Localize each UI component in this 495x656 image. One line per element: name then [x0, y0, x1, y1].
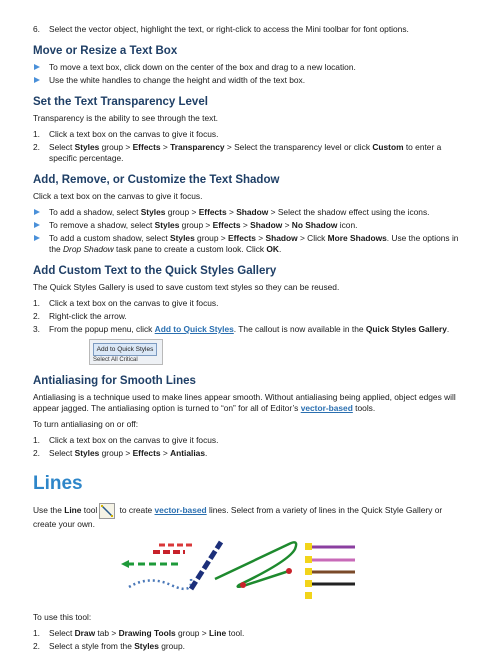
move-bullets [33, 62, 465, 86]
paragraph: The Quick Styles Gallery is used to save custom text styles so they can be reused. [33, 282, 340, 292]
bold-term: Styles [140, 207, 166, 217]
list-item [33, 435, 465, 446]
antialias-steps [33, 435, 465, 459]
bold-term: Styles [154, 220, 180, 230]
bold-term: Styles [170, 233, 195, 243]
paragraph-text: Use the [33, 505, 65, 516]
step-text: Select the vector object, highlight the text, or right-click to access the Mini toolbar for font options. [49, 24, 409, 34]
bold-term: Styles [74, 448, 100, 458]
step-text: Click a text box on the canvas to give it focus. [49, 298, 219, 308]
paragraph: To use this tool: [33, 612, 92, 622]
list-item [33, 641, 465, 652]
list-item [33, 233, 465, 255]
step-text: group > [175, 628, 209, 638]
list-item [33, 628, 465, 639]
paragraph-text: Antialiasing is a technique used to make lines appear smooth. Without antialiasing being applied, object edges will appear jagged. The antialiasing option is turned to “on” for all of Editor’s [33, 392, 456, 413]
step-text: From the popup menu, click [49, 324, 155, 334]
paragraph [33, 392, 465, 414]
step-number: 2. [33, 311, 40, 321]
shadow-bullets [33, 207, 465, 255]
arrow-bullet-icon [34, 235, 40, 241]
arrow-bullet-icon [34, 222, 40, 228]
section-heading-transparency: Set the Text Transparency Level [33, 96, 208, 108]
step-text: . [205, 448, 208, 458]
add-to-quick-styles-menu-item: Add to Quick Styles [93, 343, 157, 356]
arrow-bullet-icon [34, 64, 40, 70]
list-item [33, 75, 465, 86]
paragraph: To turn antialiasing on or off: [33, 419, 139, 429]
step-text: Right-click the arrow. [49, 311, 127, 321]
bullet-text: > Click [297, 233, 328, 243]
yellow-handle [305, 556, 312, 563]
line-styles-illustration [119, 539, 369, 601]
bold-term: Antialias [170, 448, 205, 458]
bullet-text: Use the white handles to change the height and width of the text box. [49, 75, 306, 85]
bullet-text: To add a custom shadow, select [49, 233, 171, 243]
vector-based-link[interactable]: vector-based [154, 505, 207, 516]
step-text: . The callout is now available in the [233, 324, 366, 334]
bold-term: Quick Styles Gallery [365, 324, 447, 334]
step-text: group > [99, 448, 133, 458]
menu-row: Select All Critical [93, 357, 138, 363]
bullet-text: task pane to create a custom look. Click [113, 244, 267, 254]
add-to-quick-styles-link[interactable]: Add to Quick Styles [154, 324, 234, 334]
bold-term: OK [266, 244, 279, 254]
step-number: 1. [33, 628, 40, 638]
step-text: tool. [226, 628, 245, 638]
arrow-bullet-icon [34, 77, 40, 83]
paragraph: Click a text box on the canvas to give it focus. [33, 191, 203, 201]
section-heading-lines: Lines [33, 473, 83, 494]
transparency-steps [33, 129, 465, 164]
paragraph: Transparency is the ability to see through the text. [33, 113, 218, 123]
bullet-text: group > [179, 220, 213, 230]
red-endpoint [240, 582, 246, 588]
bold-term: Effects [132, 142, 161, 152]
step-number: 1. [33, 298, 40, 308]
step-number: 3. [33, 324, 40, 334]
italic-term: Drop Shadow [62, 244, 114, 254]
bold-term: Transparency [170, 142, 225, 152]
list-item [33, 129, 465, 140]
yellow-handle [305, 568, 312, 575]
bold-term: Shadow [265, 233, 298, 243]
paragraph-text: tools. [352, 403, 376, 413]
line-tool-icon [99, 503, 115, 519]
step-number: 1. [33, 129, 40, 139]
step-text: group. [158, 641, 185, 651]
list-item [33, 298, 465, 309]
step-text: Click a text box on the canvas to give it focus. [49, 435, 219, 445]
navy-diagonal-dashed-line [191, 542, 221, 589]
step-text: group > [99, 142, 133, 152]
bold-term: Effects [228, 233, 256, 243]
list-item [33, 448, 465, 459]
custom-steps [33, 298, 465, 335]
list-item [33, 24, 465, 35]
lines-steps [33, 628, 465, 652]
bullet-text: . [278, 244, 282, 254]
step-number: 6. [33, 24, 40, 34]
bold-term: Effects [198, 207, 227, 217]
bold-term: Effects [132, 448, 161, 458]
bullet-text: To move a text box, click down on the center of the box and drag to a new location. [49, 62, 356, 72]
bullet-text: > [282, 220, 292, 230]
step-text: Select [49, 142, 75, 152]
bold-term: Draw [74, 628, 96, 638]
paragraph-text: to create [117, 505, 155, 516]
blue-dotted-curve [129, 579, 191, 589]
bullet-text: To remove a shadow, select [49, 220, 155, 230]
yellow-handle [305, 543, 312, 550]
bullet-text: > Select the shadow effect using the icons. [268, 207, 430, 217]
step-text: > [160, 448, 171, 458]
bold-term: Line [64, 505, 82, 516]
bold-term: Drawing Tools [118, 628, 176, 638]
paragraph-text: lines. Select from a variety of lines in the Quick Style Gallery or create your own. [33, 505, 443, 529]
section-heading-custom: Add Custom Text to the Quick Styles Gallery [33, 265, 277, 277]
document-page [33, 24, 465, 656]
step-text: > Select the transparency level or click [224, 142, 373, 152]
paragraph [33, 503, 465, 530]
section-heading-move: Move or Resize a Text Box [33, 45, 178, 57]
list-item [33, 207, 465, 218]
popup-menu-screenshot [89, 339, 163, 365]
bullet-text: > [255, 233, 266, 243]
step-text: . [446, 324, 450, 334]
step-number: 2. [33, 448, 40, 458]
red-endpoint [286, 568, 292, 574]
arrowhead [121, 560, 129, 568]
bullet-text: > [226, 207, 237, 217]
step-text: Click a text box on the canvas to give it focus. [49, 129, 219, 139]
bold-term: Custom [372, 142, 404, 152]
bold-term: No Shadow [291, 220, 338, 230]
step-number: 1. [33, 435, 40, 445]
list-item [33, 324, 465, 335]
bold-term: Styles [134, 641, 159, 651]
list-item [33, 62, 465, 73]
step-number: 2. [33, 142, 40, 152]
bullet-text: icon. [337, 220, 358, 230]
step-text: Select [49, 448, 75, 458]
bullet-text: . Use the options in the [49, 233, 459, 254]
step-text: Select a style from the [49, 641, 135, 651]
yellow-handle [305, 592, 312, 599]
arrow-bullet-icon [34, 209, 40, 215]
bold-term: Line [208, 628, 227, 638]
step-text: > [160, 142, 171, 152]
top-step-list [33, 24, 465, 35]
yellow-handle [305, 580, 312, 587]
bullet-text: To add a shadow, select [49, 207, 141, 217]
step-number: 2. [33, 641, 40, 651]
step-text: tab > [95, 628, 119, 638]
bold-term: More Shadows [327, 233, 387, 243]
step-text: to enter a specific percentage. [49, 142, 442, 163]
green-loop-line [215, 542, 296, 586]
section-heading-antialias: Antialiasing for Smooth Lines [33, 375, 196, 387]
list-item [33, 142, 465, 164]
bullet-text: group > [194, 233, 229, 243]
bold-term: Shadow [236, 207, 269, 217]
bold-term: Effects [212, 220, 241, 230]
list-item [33, 220, 465, 231]
vector-based-link[interactable]: vector-based [300, 403, 353, 413]
step-text: Select [49, 628, 75, 638]
bullet-text: > [240, 220, 251, 230]
paragraph-text: tool [81, 505, 98, 516]
list-item [33, 311, 465, 322]
bullet-text: group > [165, 207, 199, 217]
section-heading-shadow: Add, Remove, or Customize the Text Shadow [33, 174, 280, 186]
bold-term: Shadow [250, 220, 283, 230]
bold-term: Styles [74, 142, 100, 152]
